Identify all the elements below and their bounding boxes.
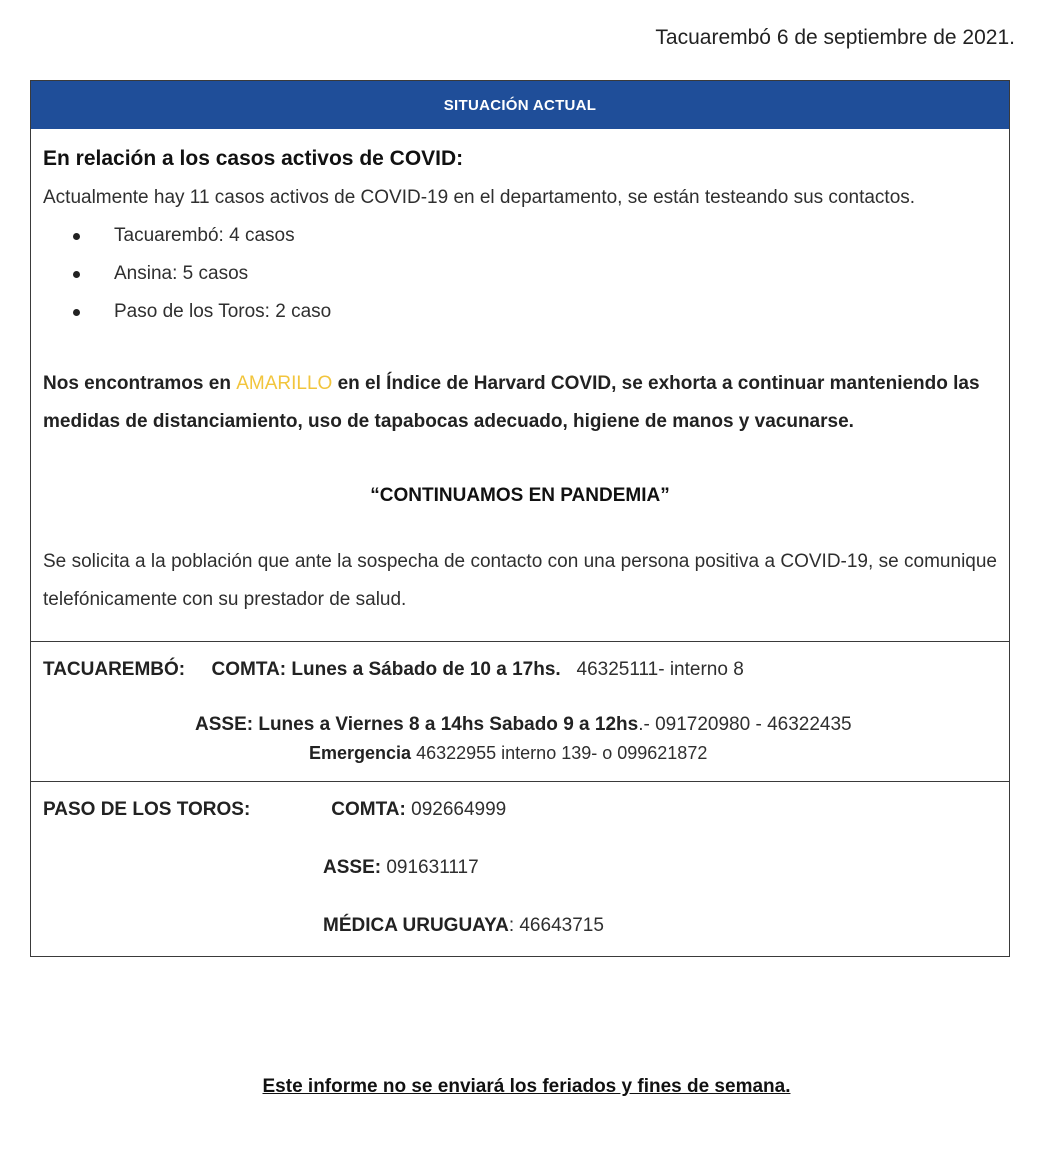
- emergency-row: [43, 739, 997, 767]
- footer-note: Este informe no se enviará los feriados y fines de semana.: [262, 1076, 791, 1097]
- city-case-list: [73, 217, 997, 331]
- emergency-label: Emergencia: [309, 743, 412, 763]
- provider-label: ASSE:: [323, 857, 382, 878]
- provider-phone: 092664999: [411, 799, 507, 820]
- report-date: Tacuarembó 6 de septiembre de 2021.: [655, 26, 1015, 49]
- asse-row: [43, 711, 997, 739]
- list-item: [73, 217, 997, 255]
- comta-hours: COMTA: Lunes a Sábado de 10 a 17hs.: [211, 659, 561, 680]
- comta-phone: 46325111- interno 8: [576, 659, 744, 680]
- city-label: TACUAREMBÓ:: [43, 659, 186, 680]
- provider-label: COMTA:: [331, 799, 406, 820]
- section-heading: En relación a los casos activos de COVID:: [43, 147, 464, 170]
- slogan: “CONTINUAMOS EN PANDEMIA”: [370, 485, 670, 506]
- medica-uruguaya-row: [43, 912, 997, 940]
- banner-title: SITUACIÓN ACTUAL: [31, 81, 1009, 129]
- city-cases: Tacuarembó: 4 casos: [114, 225, 295, 246]
- list-item: [73, 255, 997, 293]
- asse-row: [43, 854, 997, 882]
- asse-phones: .- 091720980 - 46322435: [638, 714, 852, 735]
- comta-row: [43, 796, 997, 824]
- city-cases: Ansina: 5 casos: [114, 263, 249, 284]
- alert-text-after: en el Índice de Harvard COVID, se exhorta a continuar manteniendo las medidas de distanciamiento, uso de tapabocas adecuado, higiene de manos y vacunarse.: [43, 373, 980, 432]
- bullet-icon: [73, 233, 80, 240]
- bullet-icon: [73, 271, 80, 278]
- provider-label: MÉDICA URUGUAYA: [323, 915, 509, 936]
- bullet-icon: [73, 309, 80, 316]
- provider-phone: 091631117: [386, 857, 479, 878]
- paso-de-los-toros-contacts: [31, 782, 1009, 956]
- comta-row: [43, 656, 997, 684]
- active-cases-section: [31, 129, 1009, 641]
- asse-hours: ASSE: Lunes a Viernes 8 a 14hs Sabado 9 a 12hs: [195, 714, 639, 735]
- provider-phone: : 46643715: [508, 915, 604, 936]
- intro-paragraph: Actualmente hay 11 casos activos de COVID-19 en el departamento, se están testeando sus contactos.: [43, 187, 916, 208]
- emergency-phones: 46322955 interno 139- o 099621872: [416, 743, 708, 763]
- list-item: [73, 293, 997, 331]
- tacuarembo-contacts: [31, 642, 1009, 781]
- request-paragraph: Se solicita a la población que ante la sospecha de contacto con una persona positiva a COVID-19, se comunique telefónicamente con su prestador de salud.: [43, 551, 997, 610]
- footer: [0, 1076, 1053, 1098]
- alert-paragraph: [43, 365, 997, 441]
- city-cases: Paso de los Toros: 2 caso: [114, 301, 332, 322]
- report-box: [30, 80, 1010, 957]
- city-label: PASO DE LOS TOROS:: [43, 799, 251, 820]
- alert-text-before: Nos encontramos en: [43, 373, 237, 394]
- alert-level: AMARILLO: [236, 373, 333, 394]
